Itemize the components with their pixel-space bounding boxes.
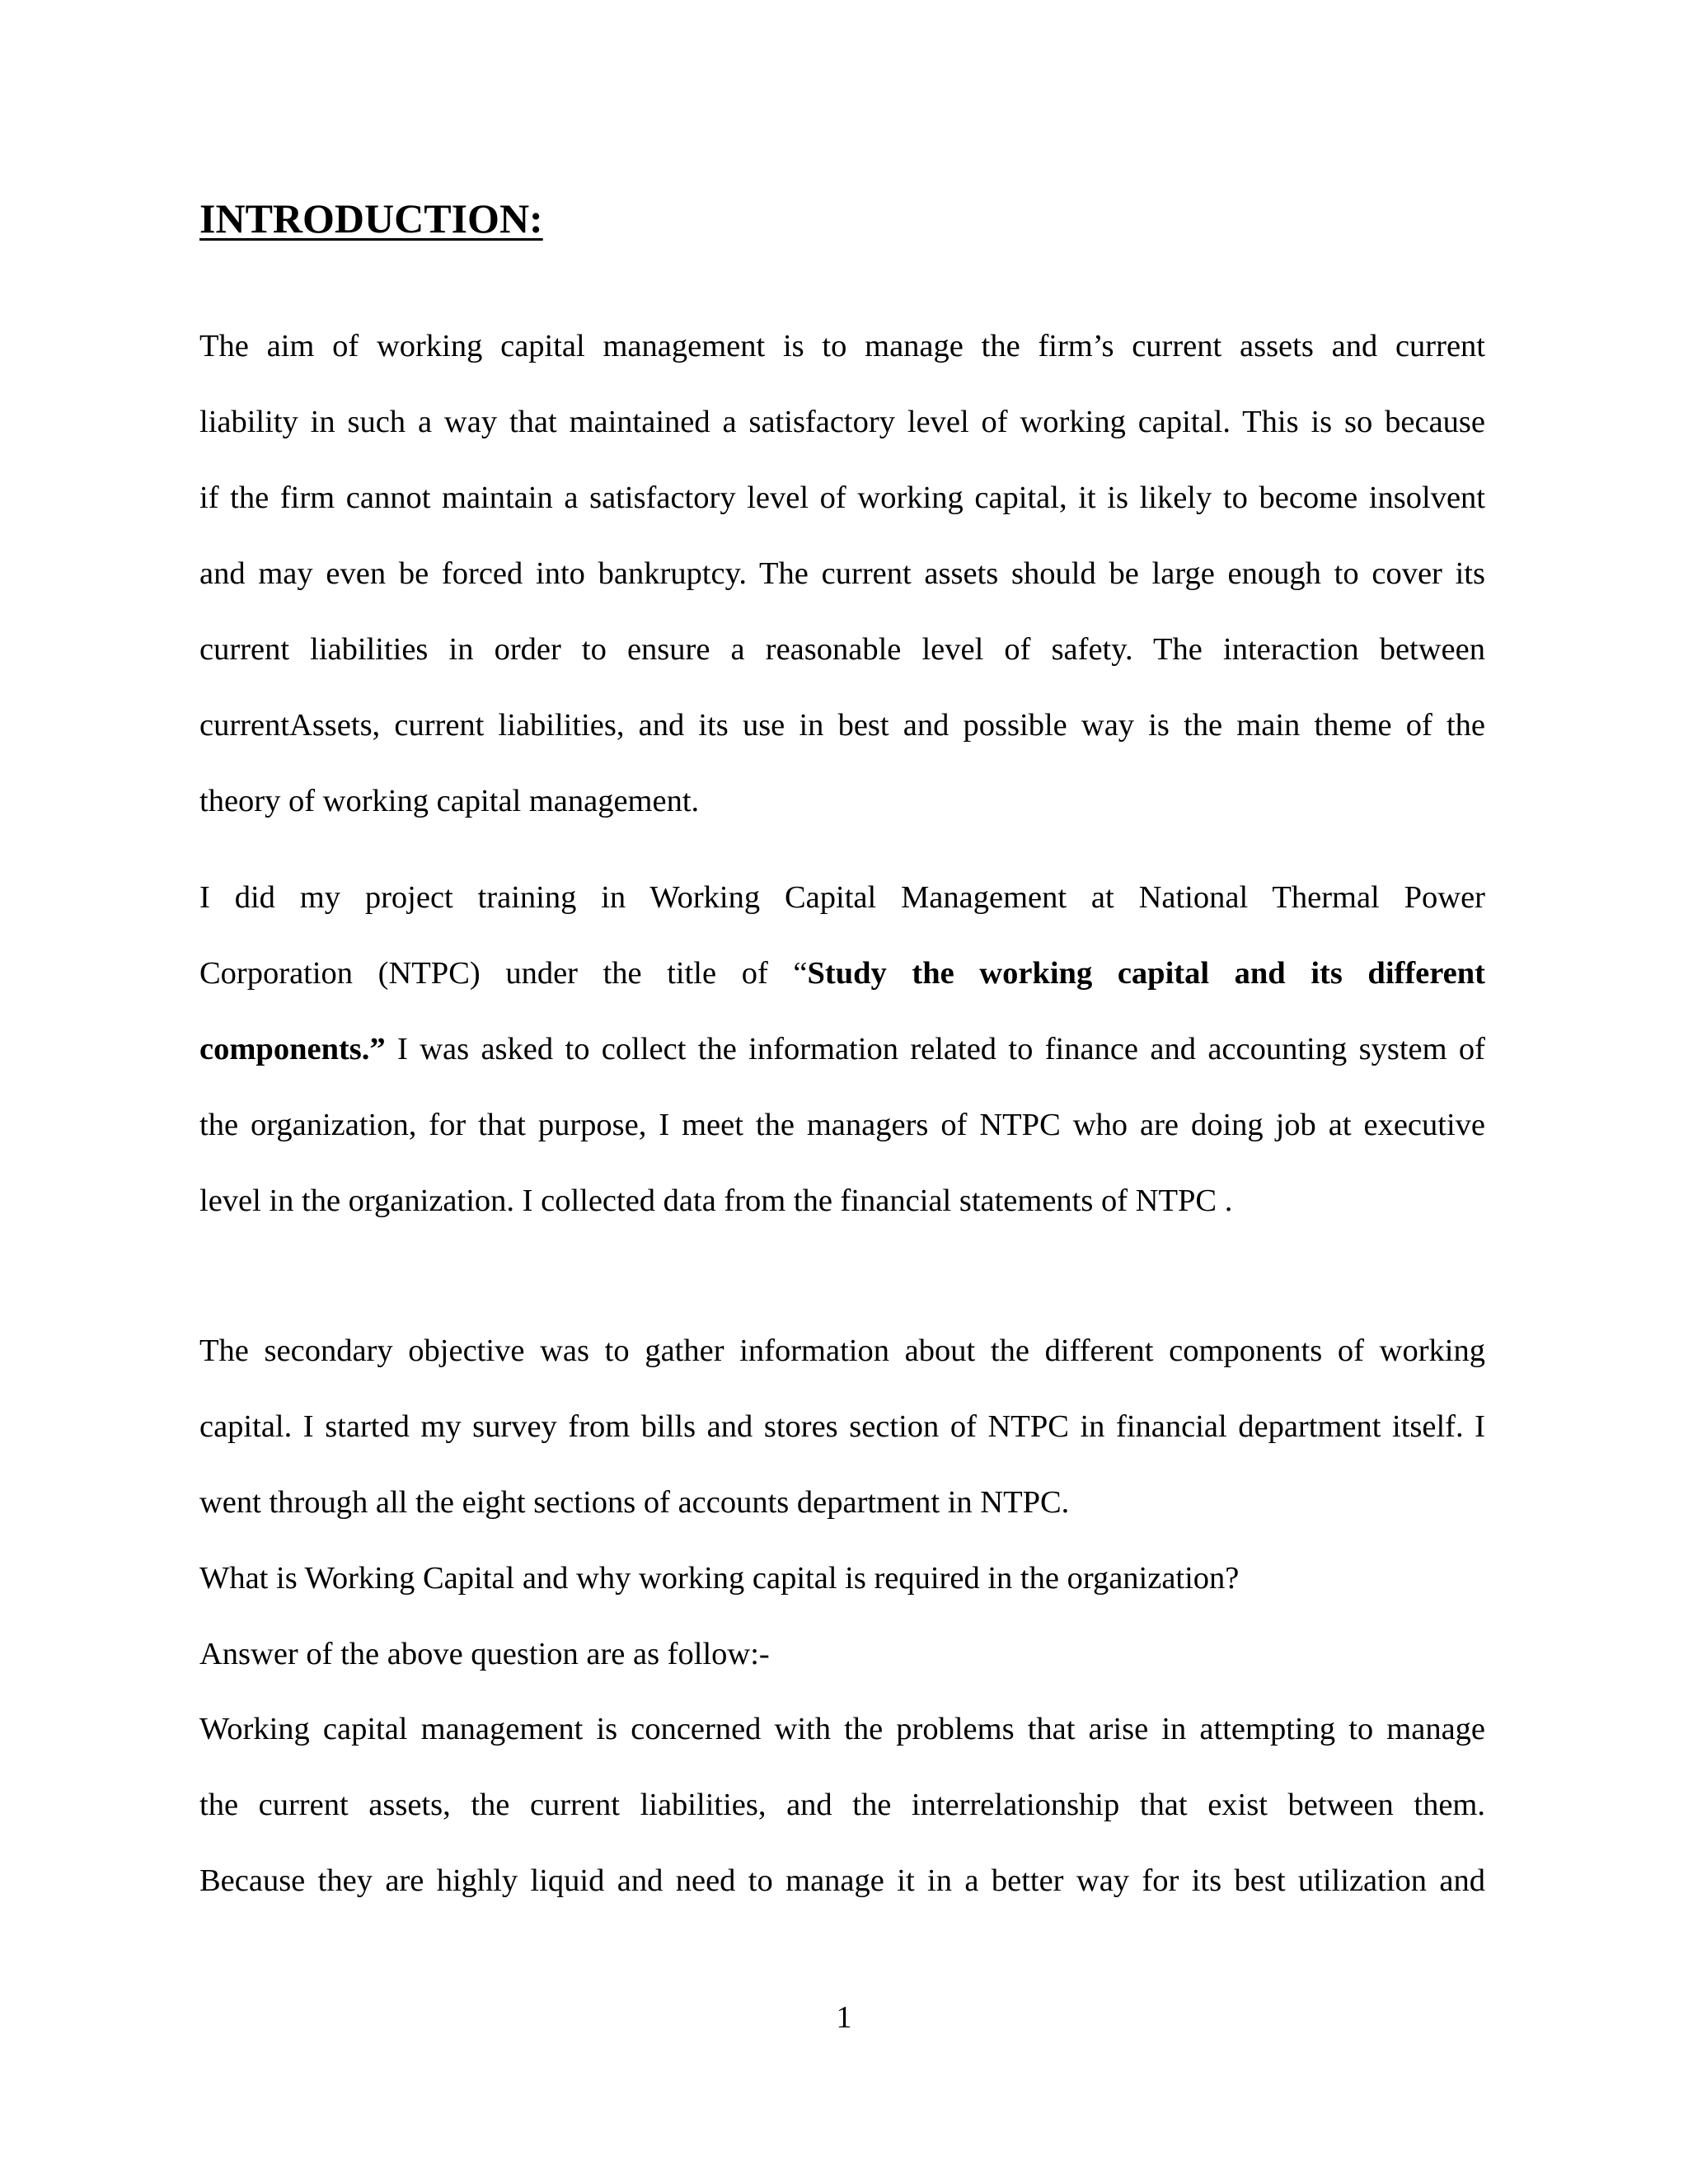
text-line: if the firm cannot maintain a satisfactory level of working capital, it is likely to become insolvent [199,480,1485,515]
text-line: went through all the eight sections of accounts department in NTPC. [199,1485,1070,1520]
text-line: current liabilities in order to ensure a reasonable level of safety. The interaction between [199,632,1485,667]
text-line: capital. I started my survey from bills and stores section of NTPC in financial department itself. I [199,1409,1485,1444]
text-line: The secondary objective was to gather information about the different components of working [199,1333,1485,1368]
answer-intro-line: Answer of the above question are as follow:- [199,1637,770,1671]
text-line: The aim of working capital management is to manage the firm’s current assets and current [199,329,1485,363]
text-line: currentAssets, current liabilities, and its use in best and possible way is the main theme of the [199,708,1485,743]
paragraph-project-training [199,860,1485,1239]
page-heading: INTRODUCTION: [199,195,543,241]
text-line: I did my project training in Working Capital Management at National Thermal Power [199,880,1485,915]
text-line [199,1011,1485,1087]
paragraph-intro [199,308,1485,839]
project-title-bold: Study the working capital and its different [807,956,1485,991]
paragraph-working-capital-management [199,1691,1485,1919]
text-line: Working capital management is concerned with the problems that arise in attempting to manage [199,1712,1485,1746]
text-line: the organization, for that purpose, I meet the managers of NTPC who are doing job at executive [199,1108,1485,1142]
text-line: liability in such a way that maintained a satisfactory level of working capital. This is so because [199,405,1485,439]
text-line: and may even be forced into bankruptcy. The current assets should be large enough to cover its [199,556,1485,591]
project-title-bold-end: components.” [199,1032,386,1066]
text-line: level in the organization. I collected data from the financial statements of NTPC . [199,1183,1233,1218]
text-line: the current assets, the current liabilities, and the interrelationship that exist between them. [199,1788,1485,1822]
text-line: theory of working capital management. [199,784,700,818]
text-span: I was asked to collect the information related to finance and accounting system of [385,1032,1485,1066]
text-span: Corporation (NTPC) under the title of “ [199,956,808,991]
text-line [199,935,1485,1011]
text-line: Because they are highly liquid and need to manage it in a better way for its best utilization and [199,1863,1485,1898]
paragraph-secondary-objective [199,1313,1485,1540]
question-line: What is Working Capital and why working capital is required in the organization? [199,1561,1240,1596]
page-number: 1 [836,2000,852,2035]
